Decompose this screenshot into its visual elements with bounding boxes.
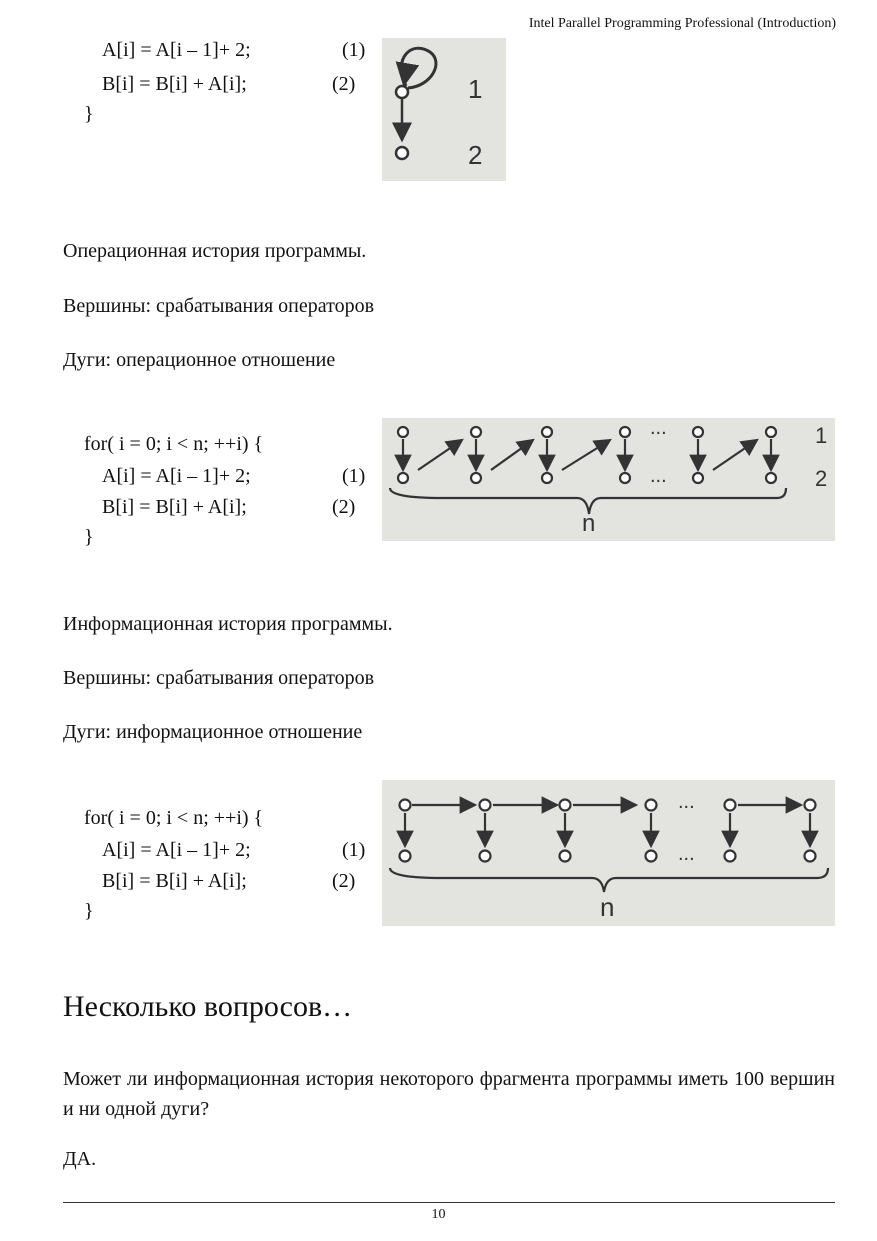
code-line: }: [84, 103, 94, 125]
code-line: for( i = 0; i < n; ++i) {: [84, 807, 264, 829]
operational-history-graph: [382, 418, 835, 541]
fig-row-label: 2: [815, 466, 828, 491]
info-history-vertices: Вершины: срабатывания операторов: [63, 667, 375, 689]
info-history-title: Информационная история программы.: [63, 613, 393, 635]
ellipsis: ...: [678, 843, 695, 865]
statement-label: (2): [332, 870, 356, 892]
op-history-vertices: Вершины: срабатывания операторов: [63, 295, 375, 317]
op-history-title: Операционная история программы.: [63, 240, 367, 262]
fig-row-label: 1: [815, 423, 828, 448]
statement-label: (1): [342, 39, 366, 61]
code-line: A[i] = A[i – 1]+ 2;: [102, 839, 251, 861]
information-history-graph: [382, 780, 835, 926]
code-line: B[i] = B[i] + A[i];: [102, 870, 247, 892]
operational-graph-single: [382, 38, 506, 181]
code-line: B[i] = B[i] + A[i];: [102, 496, 247, 518]
code-line: A[i] = A[i – 1]+ 2;: [102, 465, 251, 487]
ellipsis: ...: [650, 418, 667, 439]
ellipsis: ...: [650, 465, 667, 487]
page-number: 10: [431, 1207, 446, 1222]
fig-n-label: n: [582, 510, 596, 537]
statement-label: (2): [332, 496, 356, 518]
fig-label: 2: [468, 140, 483, 170]
code-line: A[i] = A[i – 1]+ 2;: [102, 39, 251, 61]
running-header: Intel Parallel Programming Professional (Introduction): [528, 16, 836, 31]
code-line: for( i = 0; i < n; ++i) {: [84, 433, 264, 455]
fig-label: 1: [468, 74, 483, 104]
code-line: }: [84, 900, 94, 922]
question-1: Может ли информационная история некоторого фрагмента программы иметь 100 вершин и ни одной дуги?: [63, 1068, 835, 1120]
statement-label: (1): [342, 465, 366, 487]
op-history-arcs: Дуги: операционное отношение: [63, 349, 336, 371]
code-line: B[i] = B[i] + A[i];: [102, 73, 247, 95]
statement-label: (2): [332, 73, 356, 95]
code-line: }: [84, 526, 94, 548]
ellipsis: ...: [678, 791, 695, 813]
fig-n-label: n: [600, 892, 615, 922]
info-history-arcs: Дуги: информационное отношение: [63, 721, 363, 743]
answer-1: ДА.: [63, 1148, 97, 1170]
statement-label: (1): [342, 839, 366, 861]
questions-heading: Несколько вопросов…: [63, 990, 353, 1023]
footer-rule: [63, 1202, 835, 1203]
